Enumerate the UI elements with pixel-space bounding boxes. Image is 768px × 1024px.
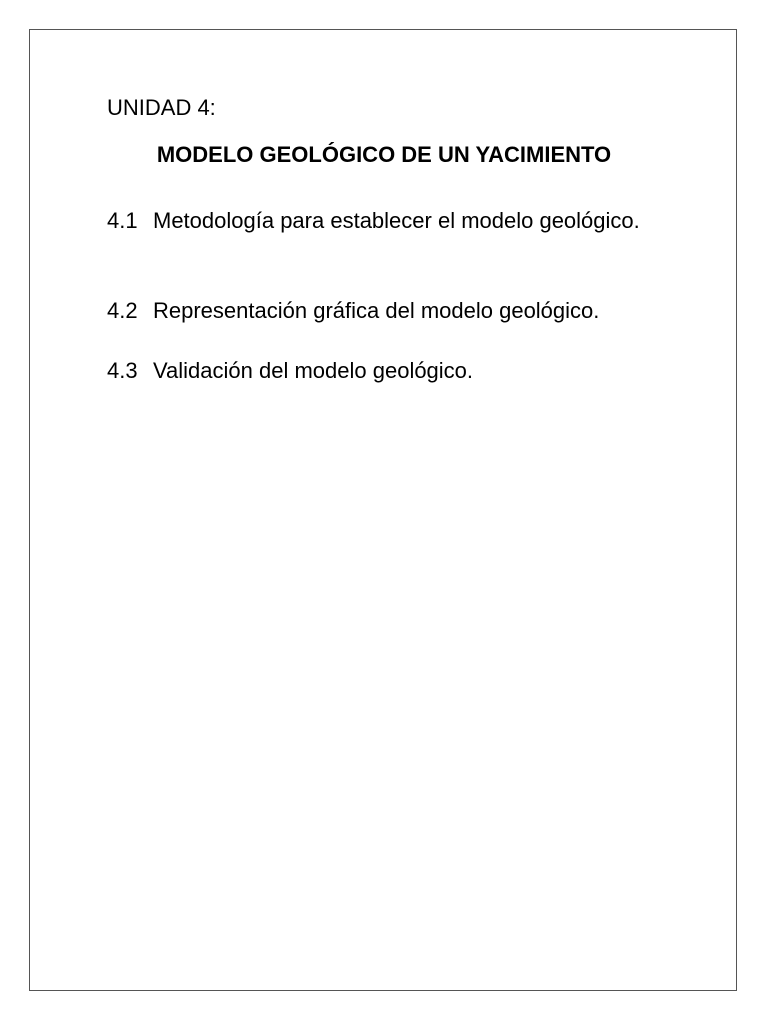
toc-item-text: Metodología para establecer el modelo geológico. xyxy=(153,208,640,233)
toc-item-number: 4.1 xyxy=(107,208,138,233)
toc-item-number: 4.2 xyxy=(107,298,138,323)
unit-title: MODELO GEOLÓGICO DE UN YACIMIENTO xyxy=(156,142,612,167)
toc-item-4-2 xyxy=(107,297,661,324)
page-frame xyxy=(29,29,737,991)
toc-item-4-3 xyxy=(107,357,661,384)
toc-item-text: Validación del modelo geológico. xyxy=(153,358,474,383)
toc-item-text: Representación gráfica del modelo geológico. xyxy=(153,298,600,323)
unit-label: UNIDAD 4: xyxy=(107,95,216,120)
toc-item-number: 4.3 xyxy=(107,358,138,383)
toc-item-4-1 xyxy=(107,207,661,234)
